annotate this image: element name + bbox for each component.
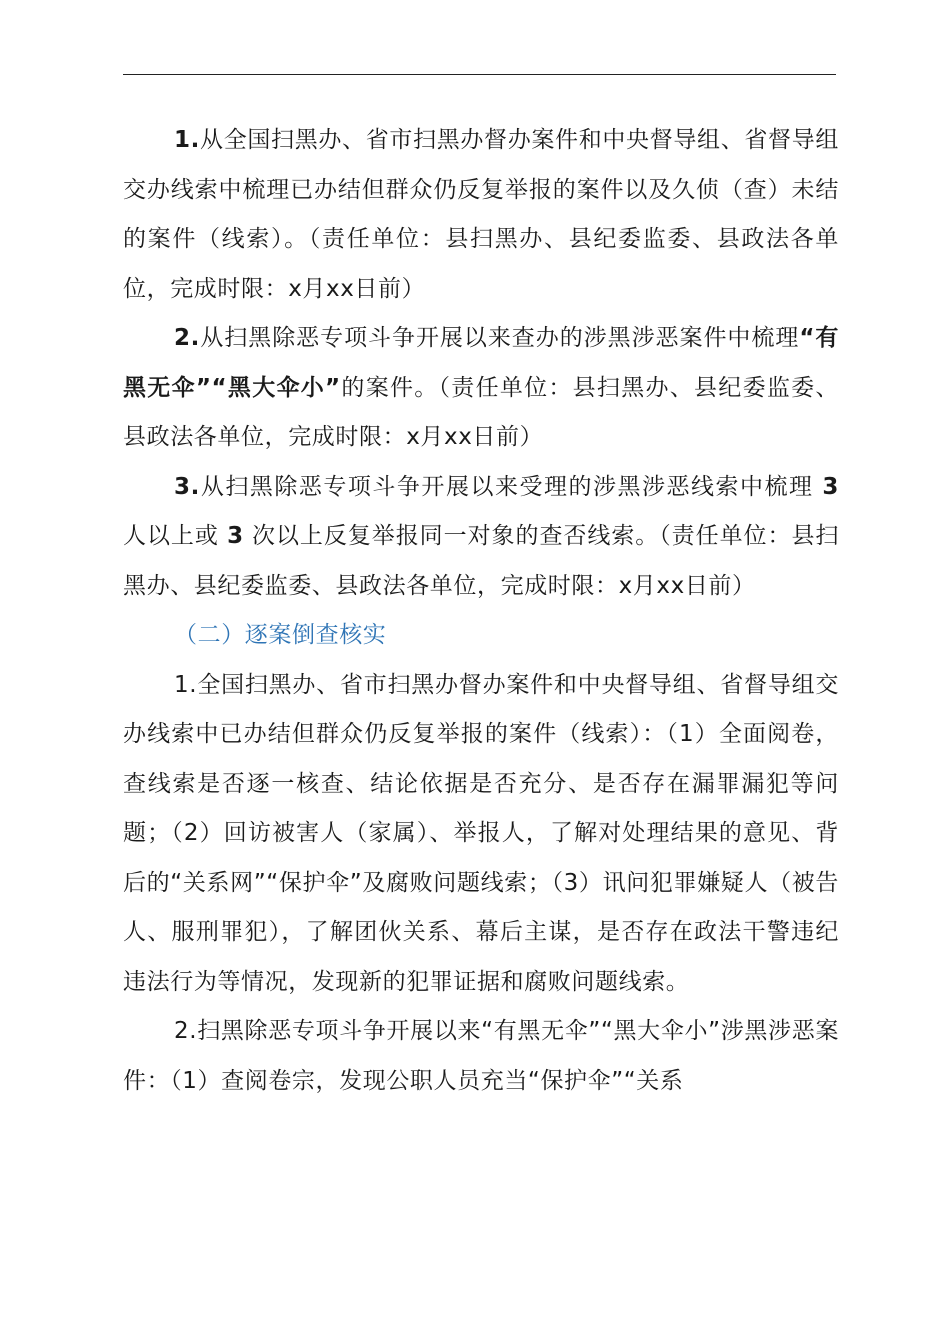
list-item-1 bbox=[123, 116, 839, 314]
item-text: 从全国扫黑办、省市扫黑办督办案件和中央督导组、省督导组交办线索中梳理已办结但群众仍反复举报的案件以及久侦（查）未结的案件（线索）。（责任单位：县扫黑办、县纪委监委、县政法各单位，完成时限：x月xx日前） bbox=[123, 127, 839, 302]
paragraph-1: 1.全国扫黑办、省市扫黑办督办案件和中央督导组、省督导组交办线索中已办结但群众仍反复举报的案件（线索）：（1）全面阅卷，查线索是否逐一核查、结论依据是否充分、是否存在漏罪漏犯等问题；（2）回访被害人（家属）、举报人，了解对处理结果的意见、背后的“关系网”“保护伞”及腐败问题线索；（3）讯问犯罪嫌疑人（被告人、服刑罪犯），了解团伙关系、幕后主谋，是否存在政法干警违纪违法行为等情况，发现新的犯罪证据和腐败问题线索。 bbox=[123, 671, 839, 995]
item-text: 次以上反复举报同一对象的查否线索。（责任单位：县扫黑办、县纪委监委、县政法各单位，完成时限：x月xx日前） bbox=[123, 523, 840, 599]
list-item-3 bbox=[123, 463, 839, 612]
list-item-2 bbox=[123, 314, 839, 463]
item-count: 3 bbox=[227, 523, 244, 549]
item-text: 从扫黑除恶专项斗争开展以来查办的涉黑涉恶案件中梳理 bbox=[199, 325, 800, 351]
item-number: 2. bbox=[174, 325, 200, 351]
item-number: 1. bbox=[174, 127, 200, 153]
header-rule bbox=[123, 74, 836, 75]
section-heading: （二）逐案倒查核实 bbox=[174, 622, 387, 648]
item-text: 的案件。（责任单位：县扫黑办、县纪委监委、县政法各单位，完成时限：x月xx日前） bbox=[123, 374, 839, 450]
item-text: 从扫黑除恶专项斗争开展以来受理的涉黑涉恶线索中梳理 bbox=[199, 473, 814, 500]
item-number: 3. bbox=[174, 473, 200, 500]
item-text: 人以上或 bbox=[123, 523, 219, 549]
paragraph-2: 2.扫黑除恶专项斗争开展以来“有黑无伞”“黑大伞小”涉黑涉恶案件：（1）查阅卷宗，发现公职人员充当“保护伞”“关系 bbox=[123, 1018, 839, 1094]
document-body bbox=[123, 116, 839, 1106]
item-count: 3 bbox=[822, 473, 839, 500]
item-quote: “有黑无伞”“黑大伞小” bbox=[123, 325, 839, 401]
